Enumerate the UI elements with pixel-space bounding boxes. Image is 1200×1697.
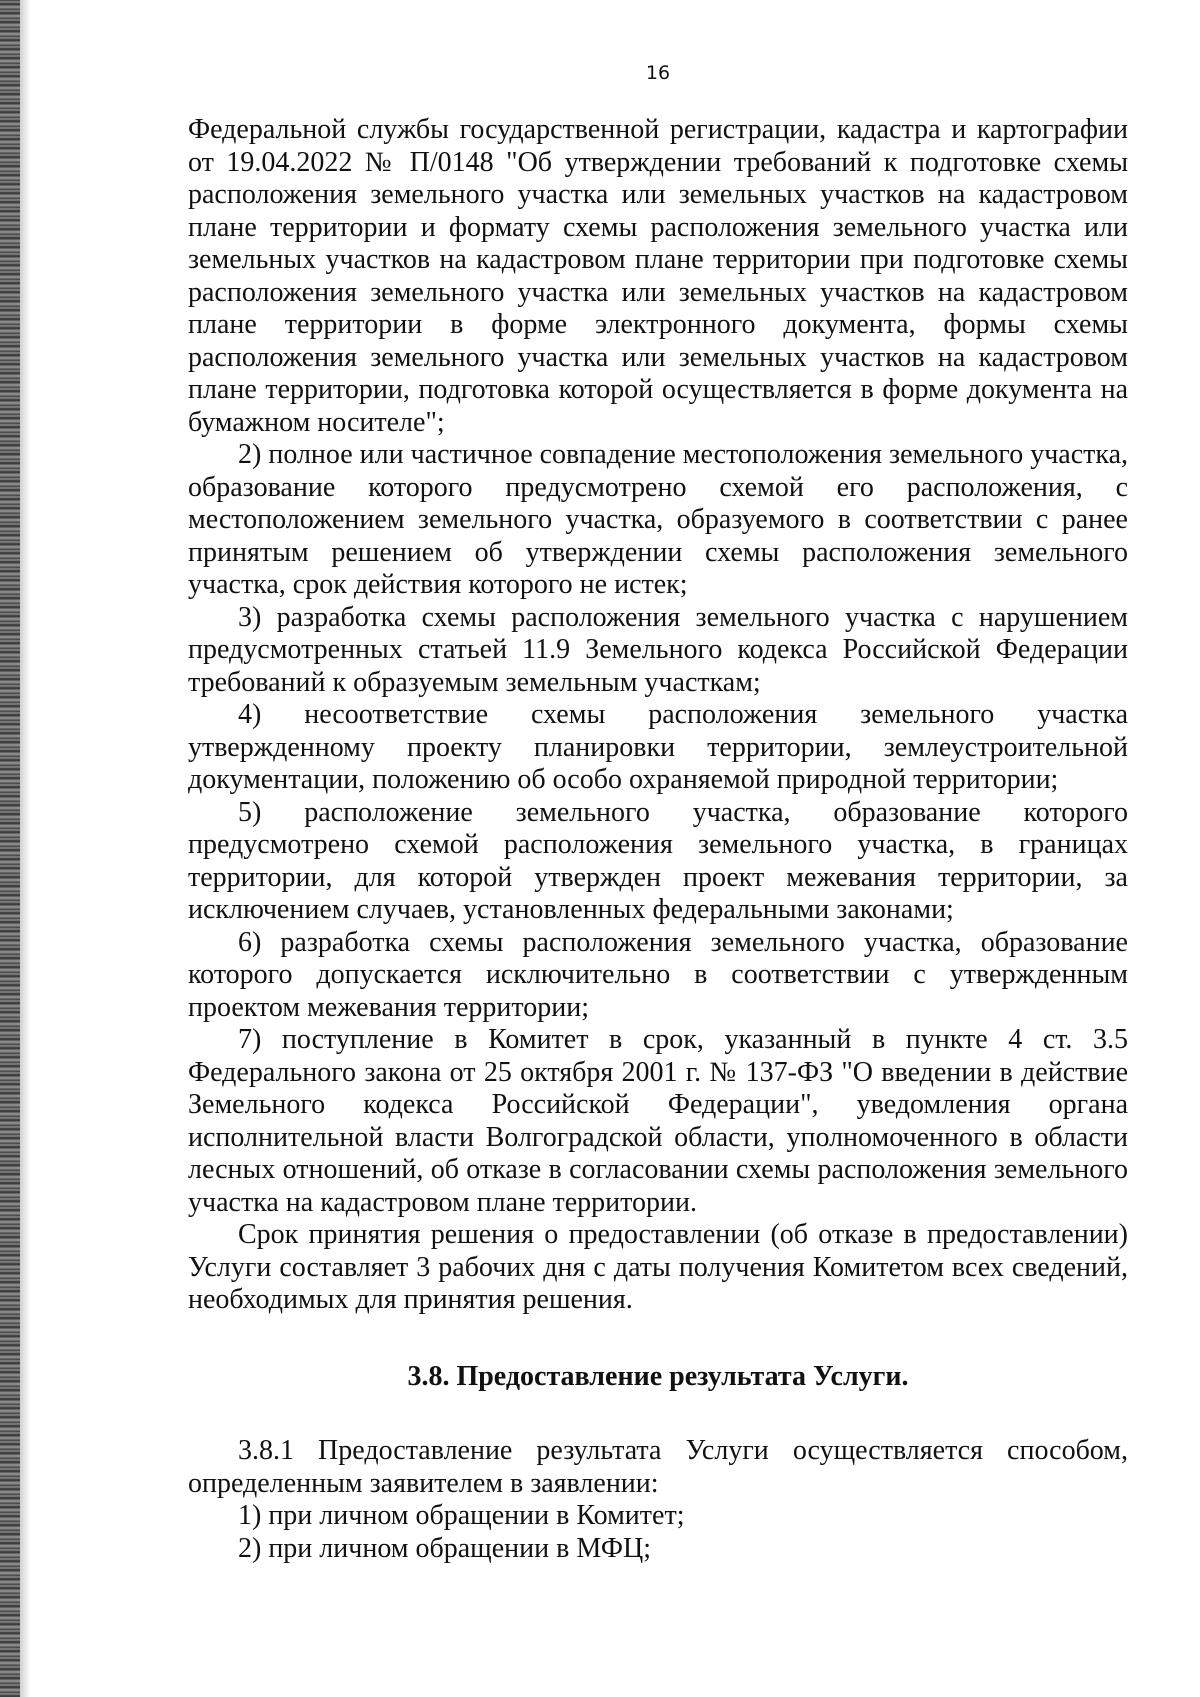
list-item-4: 4) несоответствие схемы расположения земельного участка утвержденному проекту планировки территории, землеустроительной документации, положению об особо охраняемой природной территории; [188, 699, 1128, 795]
document-body [188, 114, 1128, 1565]
page-number: 16 [645, 62, 671, 84]
scan-edge [0, 0, 20, 1697]
section-heading: 3.8. Предоставление результата Услуги. [407, 1360, 909, 1392]
list-item-2: 2) полное или частичное совпадение местоположения земельного участка, образование которого предусмотрено схемой его расположения, с местоположением земельного участка, образуемого в соответствии с ранее принятым решением об утверждении схемы расположения земельного участка, срок действия которого не истек; [188, 439, 1128, 600]
paragraph-3-8-1: 3.8.1 Предоставление результата Услуги осуществляется способом, определенным заявителем в заявлении: [188, 1435, 1128, 1499]
list-item-5: 5) расположение земельного участка, образование которого предусмотрено схемой расположения земельного участка, в границах территории, для которой утвержден проект межевания территории, за исключением случаев, установленных федеральными законами; [188, 796, 1128, 925]
list-item-7: 7) поступление в Комитет в срок, указанный в пункте 4 ст. 3.5 Федерального закона от 25 октября 2001 г. № 137-ФЗ "О введении в действие Земельного кодекса Российской Федерации", уведомления органа исполнительной власти Волгоградской области, уполномоченного в области лесных отношений, об отказе в согласовании схемы расположения земельного участка на кадастровом плане территории. [188, 1024, 1128, 1218]
paragraph: Федеральной службы государственной регистрации, кадастра и картографии от 19.04.2022 № П/0148 "Об утверждении требований к подготовке схемы расположения земельного участка или земельных участков на кадастровом плане территории и формату схемы расположения земельного участка или земельных участков на кадастровом плане территории при подготовке схемы расположения земельного участка или земельных участков на кадастровом плане территории в форме электронного документа, формы схемы расположения земельного участка или земельных участков на кадастровом плане территории, подготовка которой осуществляется в форме документа на бумажном носителе"; [188, 114, 1128, 438]
list-item-method-2: 2) при личном обращении в МФЦ; [238, 1532, 651, 1564]
paragraph-deadline: Срок принятия решения о предоставлении (об отказе в предоставлении) Услуги составляет 3 рабочих дня с даты получения Комитетом всех сведений, необходимых для принятия решения. [188, 1219, 1128, 1315]
list-item-3: 3) разработка схемы расположения земельного участка с нарушением предусмотренных статьей 11.9 Земельного кодекса Российской Федерации требований к образуемым земельным участкам; [188, 601, 1128, 698]
list-item-6: 6) разработка схемы расположения земельного участка, образование которого допускается исключительно в соответствии с утвержденным проектом межевания территории; [188, 926, 1128, 1023]
list-item-method-1: 1) при личном обращении в Комитет; [238, 1500, 685, 1531]
